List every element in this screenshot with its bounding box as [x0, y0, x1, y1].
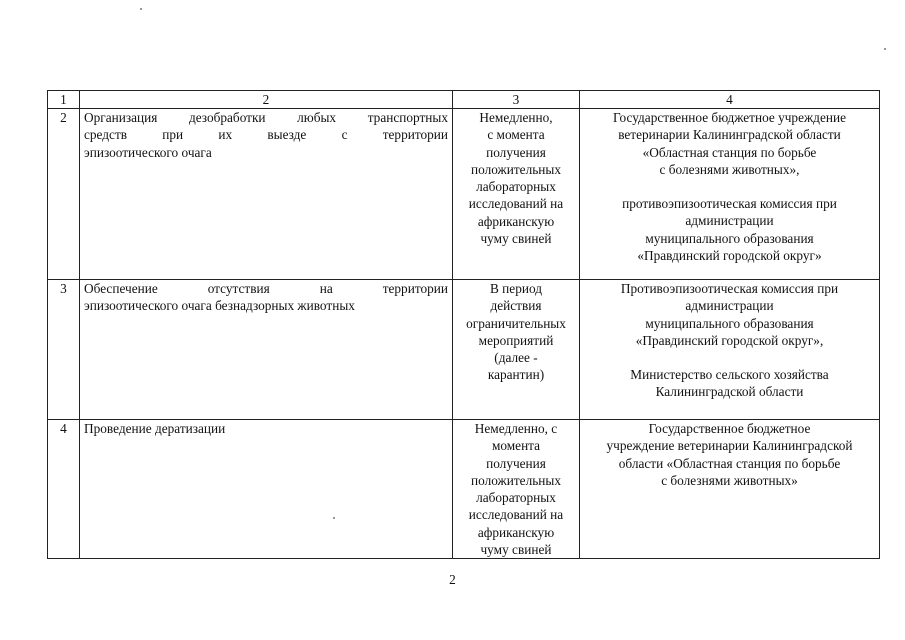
responsible-line: Государственное бюджетное — [648, 421, 811, 436]
responsible-line: муниципального образования — [645, 315, 814, 331]
action-cell — [80, 280, 453, 420]
header-cell: 2 — [80, 91, 453, 109]
responsible-line: «Правдинский городской округ» — [637, 248, 822, 264]
action-line: Проведение дератизации — [84, 421, 226, 436]
responsible-line: с болезнями животных», — [659, 161, 800, 177]
term-line: африканскую — [477, 213, 555, 229]
responsible-cell — [580, 420, 880, 559]
header-cell: 4 — [580, 91, 880, 109]
responsible-line: Калининградской области — [655, 384, 804, 400]
action-line: эпизоотического очага безнадзорных животных — [84, 298, 355, 314]
term-line: африканскую — [477, 524, 555, 540]
term-line: момента — [491, 438, 541, 454]
term-line: получения — [486, 144, 546, 160]
measures-table — [47, 90, 880, 559]
responsible-line: «Областная станция по борьбе — [642, 144, 817, 160]
term-line: карантин) — [487, 367, 545, 383]
term-line: чуму свиней — [480, 542, 552, 558]
responsible-line: противоэпизоотическая комиссия при — [622, 196, 837, 212]
page-number: 2 — [449, 572, 456, 587]
term-cell — [453, 420, 580, 559]
term-line: лабораторных — [476, 490, 556, 506]
term-line: (далее - — [494, 350, 538, 366]
scan-speck — [884, 48, 886, 50]
term-cell — [453, 280, 580, 420]
term-line: исследований на — [468, 196, 564, 212]
term-line: действия — [490, 298, 542, 314]
term-line: положительных — [471, 472, 561, 488]
term-line: положительных — [471, 161, 561, 177]
header-cell: 1 — [48, 91, 80, 109]
table-row — [48, 109, 880, 280]
responsible-line: Противоэпизоотическая комиссия при — [620, 281, 839, 296]
responsible-line: с болезнями животных» — [661, 472, 798, 488]
term-line: получения — [486, 455, 546, 471]
term-line: Немедленно, с — [474, 421, 558, 436]
term-cell — [453, 109, 580, 280]
header-cell: 3 — [453, 91, 580, 109]
term-line: Немедленно, — [479, 110, 553, 125]
term-line: чуму свиней — [480, 231, 552, 247]
responsible-line: области «Областная станция по борьбе — [618, 455, 841, 471]
responsible-line: учреждение ветеринарии Калининградской — [606, 438, 853, 454]
action-line: Организация дезобработки любых транспортных — [84, 110, 448, 125]
action-cell — [80, 109, 453, 280]
row-number: 3 — [48, 280, 80, 420]
table-row — [48, 420, 880, 559]
term-line: с момента — [487, 127, 545, 143]
scan-speck — [140, 8, 142, 10]
term-line: исследований на — [468, 507, 564, 523]
responsible-line: «Правдинский городской округ», — [635, 332, 824, 348]
action-line: эпизоотического очага — [84, 144, 212, 160]
responsible-line: муниципального образования — [645, 230, 814, 246]
table-header-row — [48, 91, 880, 109]
table-row — [48, 280, 880, 420]
responsible-line: администрации — [685, 213, 774, 229]
responsible-line: администрации — [685, 298, 774, 314]
responsible-line: ветеринарии Калининградской области — [618, 127, 841, 143]
term-line: лабораторных — [476, 179, 556, 195]
row-number: 4 — [48, 420, 80, 559]
responsible-line: Министерство сельского хозяйства — [630, 367, 829, 383]
responsible-cell — [580, 109, 880, 280]
responsible-line: Государственное бюджетное учреждение — [613, 110, 846, 125]
row-number: 2 — [48, 109, 80, 280]
action-cell — [80, 420, 453, 559]
term-line: В период — [489, 281, 542, 296]
action-line: средств при их выезде с территории — [84, 127, 448, 143]
responsible-cell — [580, 280, 880, 420]
term-line: мероприятий — [478, 332, 554, 348]
term-line: ограничительных — [466, 315, 566, 331]
action-line: Обеспечение отсутствия на территории — [84, 281, 448, 296]
